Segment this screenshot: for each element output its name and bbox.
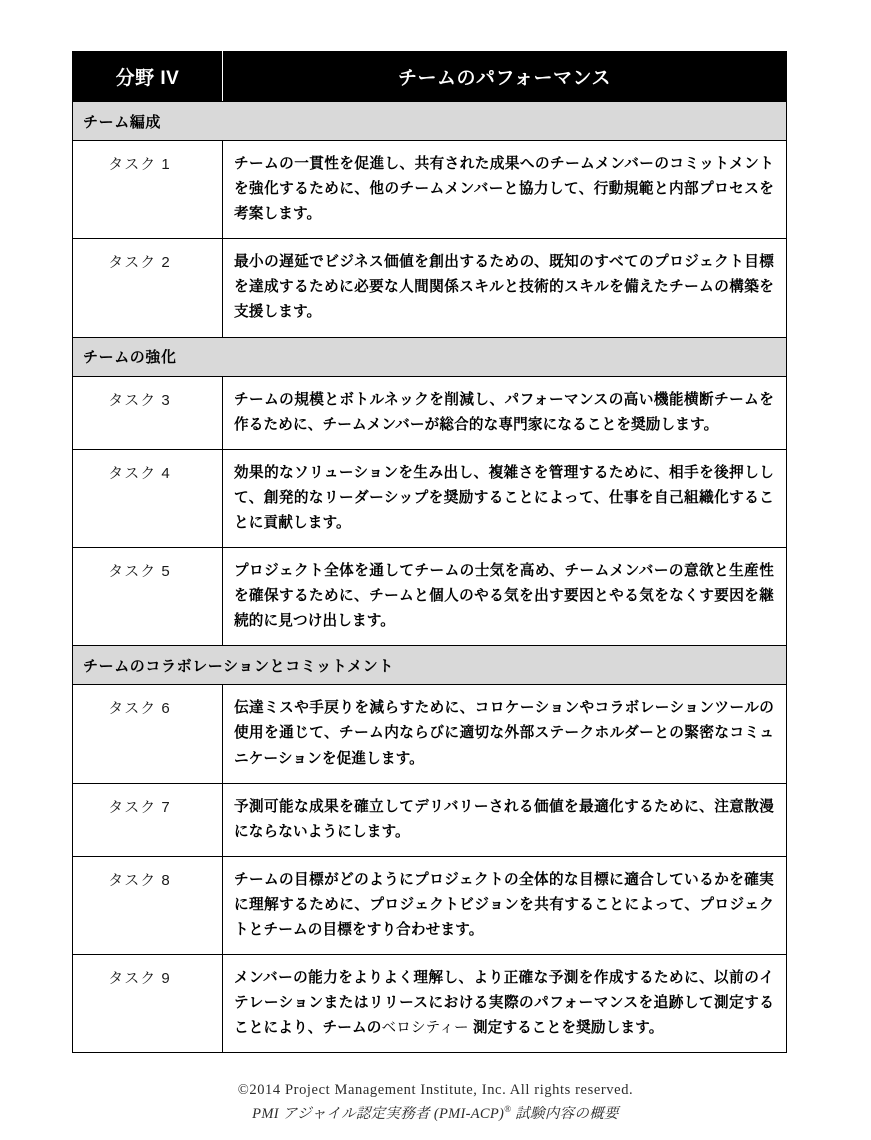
table-row <box>73 685 787 783</box>
task-label: タスク 3 <box>108 391 171 409</box>
header-title-label: チームのパフォーマンス <box>398 68 611 89</box>
task-description-velocity-term: ベロシティー <box>381 1020 469 1037</box>
page-footer <box>0 1080 871 1126</box>
task-label: タスク 8 <box>108 871 171 889</box>
header-domain-label: 分野 IV <box>115 68 180 89</box>
task-description: 予測可能な成果を確立してデリバリーされる価値を最適化するために、注意散漫にならないようにします。 <box>234 798 774 840</box>
task-label-cell <box>73 376 223 449</box>
section-title: チームの強化 <box>83 349 177 367</box>
task-description-cell <box>223 239 787 337</box>
task-label-cell <box>73 548 223 646</box>
task-description: チームの規模とボトルネックを削減し、パフォーマンスの高い機能横断チームを作るために、チームメンバーが総合的な専門家になることを奨励します。 <box>234 391 774 433</box>
header-domain-cell <box>73 52 223 102</box>
header-title-cell <box>223 52 787 102</box>
section-header-cell <box>73 337 787 376</box>
section-header-row <box>73 646 787 685</box>
domain-task-table <box>72 51 787 1053</box>
task-description: チームの一貫性を促進し、共有された成果へのチームメンバーのコミットメントを強化するために、他のチームメンバーと協力して、行動規範と内部プロセスを考案します。 <box>234 156 774 223</box>
footer-subtitle-suffix: 試験内容の概要 <box>511 1105 619 1122</box>
task-description-part2: 測定することを奨励します。 <box>468 1020 664 1037</box>
task-label: タスク 6 <box>108 700 171 718</box>
task-label: タスク 4 <box>108 464 171 482</box>
section-title: チームのコラボレーションとコミットメント <box>83 657 394 675</box>
task-description: チームの目標がどのようにプロジェクトの全体的な目標に適合しているかを確実に理解するために、プロジェクトビジョンを共有することによって、プロジェクトとチームの目標をすり合わせます。 <box>234 871 774 938</box>
table-header-row <box>73 52 787 102</box>
footer-subtitle-text: PMI アジャイル認定実務者 (PMI-ACP) <box>252 1105 505 1122</box>
task-description: 伝達ミスや手戻りを減らすために、コロケーションやコラボレーションツールの使用を通じて、チーム内ならびに適切な外部ステークホルダーとの緊密なコミュニケーションを促進します。 <box>234 700 774 767</box>
task-description-cell <box>223 449 787 547</box>
task-description: 効果的なソリューションを生み出し、複雑さを管理するために、相手を後押しして、創発的なリーダーシップを奨励することによって、仕事を自己組織化することに貢献します。 <box>234 464 774 531</box>
table-row <box>73 376 787 449</box>
task-description-cell <box>223 685 787 783</box>
task-label-cell <box>73 239 223 337</box>
task-label-cell <box>73 141 223 239</box>
task-label-cell <box>73 449 223 547</box>
registered-trademark-icon: ® <box>504 1104 512 1115</box>
task-label-cell <box>73 955 223 1053</box>
section-header-cell <box>73 646 787 685</box>
table-row <box>73 783 787 856</box>
task-description: 最小の遅延でビジネス価値を創出するための、既知のすべてのプロジェクト目標を達成するために必要な人間関係スキルと技術的スキルを備えたチームの構築を支援します。 <box>234 254 774 321</box>
table-row <box>73 955 787 1053</box>
section-header-row <box>73 337 787 376</box>
section-header-cell <box>73 102 787 141</box>
task-description-cell <box>223 783 787 856</box>
table-row <box>73 449 787 547</box>
task-description-cell <box>223 856 787 954</box>
task-description-cell <box>223 376 787 449</box>
task-label: タスク 5 <box>108 563 171 581</box>
table-row <box>73 856 787 954</box>
task-label: タスク 2 <box>108 254 171 272</box>
footer-subtitle <box>0 1103 871 1126</box>
task-label: タスク 9 <box>108 970 171 988</box>
section-header-row <box>73 102 787 141</box>
table-row <box>73 548 787 646</box>
section-title: チーム編成 <box>83 113 162 131</box>
task-description: プロジェクト全体を通してチームの士気を高め、チームメンバーの意欲と生産性を確保するために、チームと個人のやる気を出す要因とやる気をなくす要因を継続的に見つけ出します。 <box>234 563 774 630</box>
task-label-cell <box>73 783 223 856</box>
task-label: タスク 1 <box>108 156 171 173</box>
task-description-cell <box>223 141 787 239</box>
task-description-cell <box>223 955 787 1053</box>
task-label-cell <box>73 856 223 954</box>
table-row <box>73 141 787 239</box>
table-row <box>73 239 787 337</box>
task-description-part1: メンバーの能力をよりよく理解し、より正確な予測を作成するために、以前のイテレーションまたはリリースにおける実際のパフォーマンスを追跡して測定することにより、チームの <box>234 970 774 1037</box>
task-label-cell <box>73 685 223 783</box>
footer-copyright: ©2014 Project Management Institute, Inc. All rights reserved. <box>237 1082 634 1098</box>
task-description-cell <box>223 548 787 646</box>
task-label: タスク 7 <box>108 798 171 816</box>
